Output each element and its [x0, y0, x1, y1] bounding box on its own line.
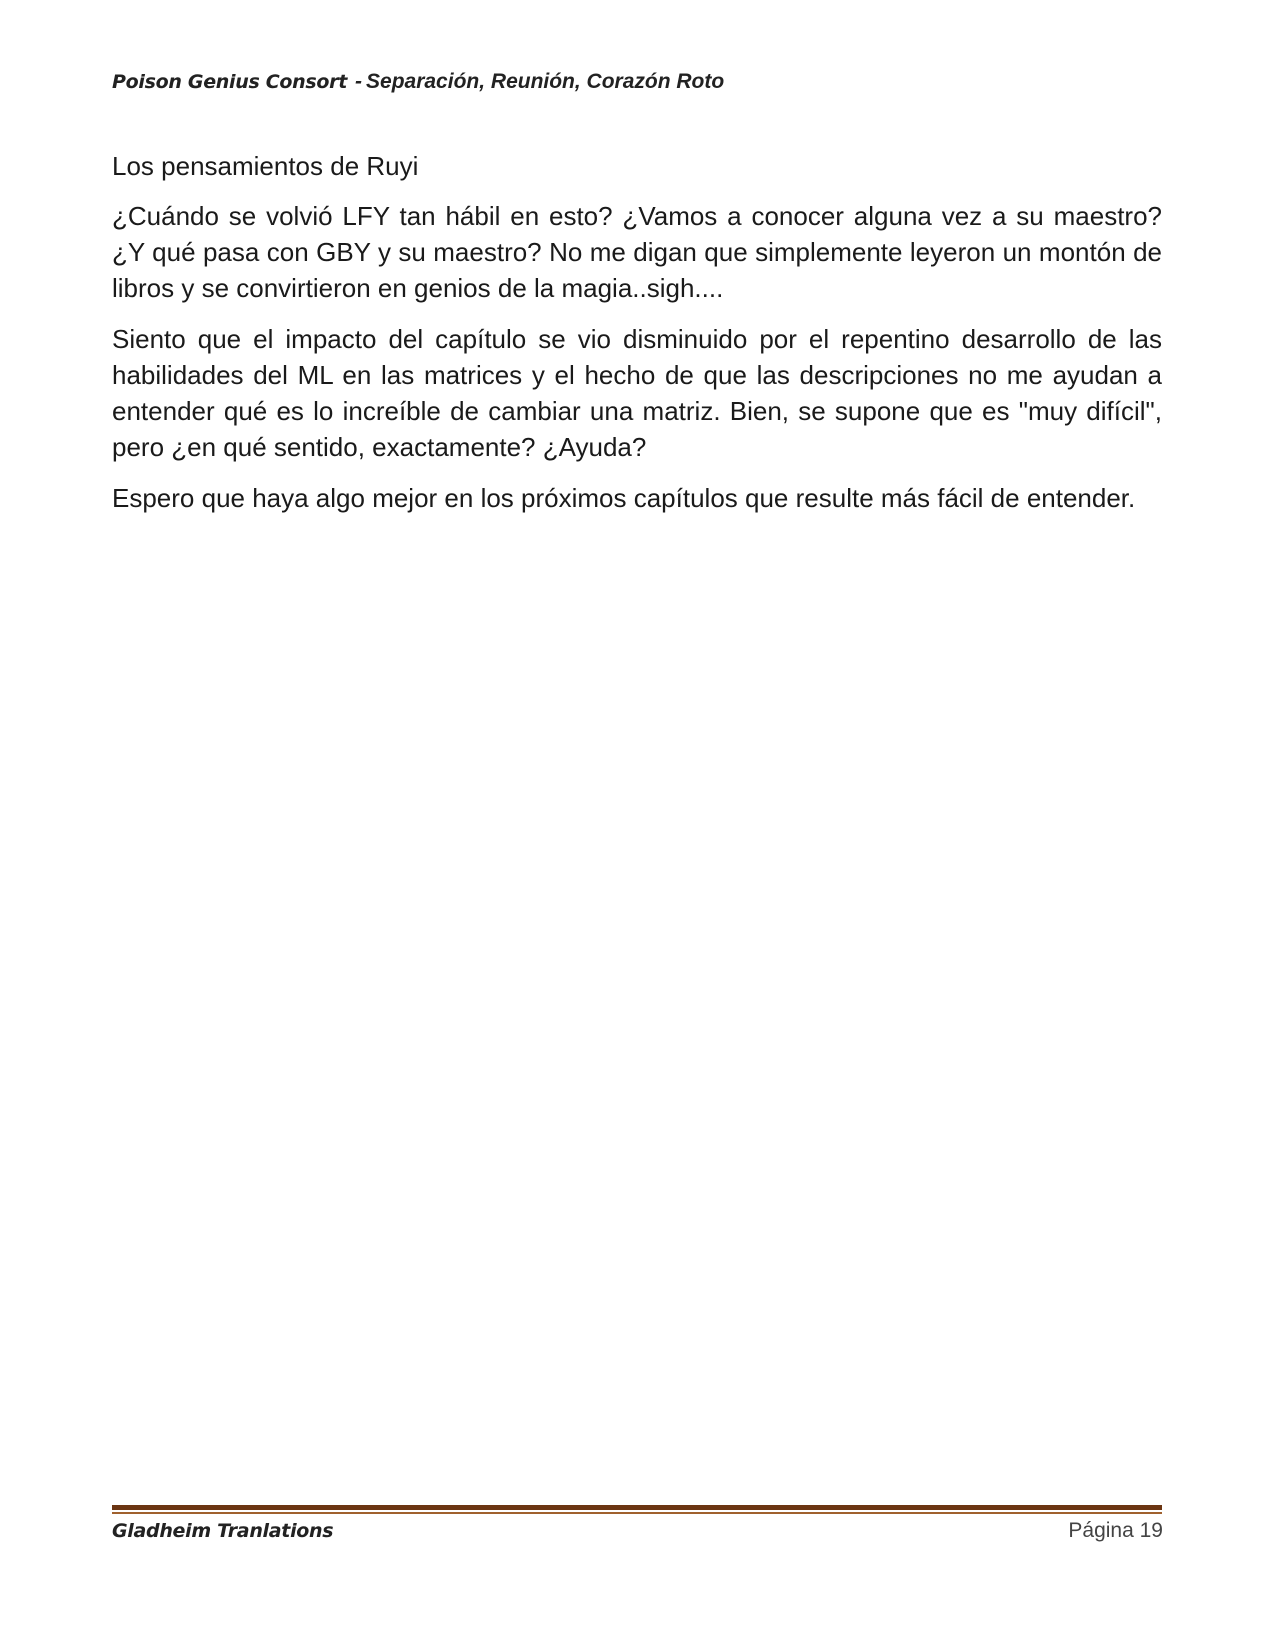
paragraph: Siento que el impacto del capítulo se vio disminuido por el repentino desarrollo de las habilidades del ML en las matrices y el hecho de que las descripciones no me ayudan a entender qué es lo increíble de cambiar una matriz. Bien, se supone que es "muy difícil", pero ¿en qué sentido, exactamente? ¿Ayuda?	[112, 324, 1162, 462]
header-separator: -	[355, 70, 363, 93]
series-title: Poison Genius Consort	[112, 71, 348, 93]
section-heading: Los pensamientos de Ruyi	[112, 151, 419, 181]
footer-publisher: Gladheim Tranlations	[112, 1520, 334, 1542]
footer-rule-thin	[112, 1512, 1162, 1514]
chapter-title: Separación, Reunión, Corazón Roto	[366, 70, 725, 93]
page-number: Página 19	[1068, 1519, 1163, 1542]
page-header	[112, 70, 1172, 94]
document-body	[112, 148, 1162, 531]
paragraph: ¿Cuándo se volvió LFY tan hábil en esto? ¿Vamos a conocer alguna vez a su maestro? ¿Y qué pasa con GBY y su maestro? No me digan que simplemente leyeron un montón de libros y se convirtieron en genios de la magia..sigh....	[112, 201, 1162, 303]
paragraph: Espero que haya algo mejor en los próximos capítulos que resulte más fácil de entender.	[112, 483, 1136, 513]
footer-rule	[112, 1505, 1162, 1510]
